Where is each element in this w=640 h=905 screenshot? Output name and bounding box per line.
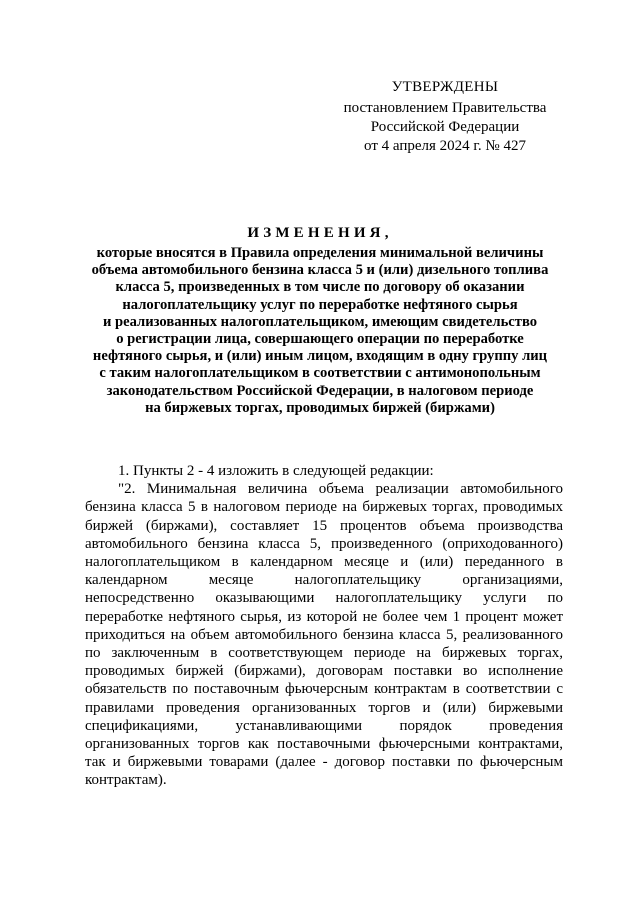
- approval-line: постановлением Правительства: [343, 100, 547, 116]
- subtitle-line: и реализованных налогоплательщиком, имеющим свидетельство: [102, 313, 538, 330]
- subtitle-line: на биржевых торгах, проводимых биржей (биржами): [145, 399, 495, 416]
- document-title: ИЗМЕНЕНИЯ,: [247, 225, 393, 241]
- paragraph-item-2: "2. Минимальная величина объема реализации автомобильного бензина класса 5 в налоговом периоде на биржевых торгах, проводимых биржей (биржами), составляет 15 процентов объема производства автомобильного бензина класса 5, произведенного (оприходованного) налогоплательщиком в календарном месяце и (или) переданного в календарном месяце налогоплательщику организациями, непосредственно оказывающими налогоплательщику услуги по переработке нефтяного сырья, из которой не более чем 1 процент может приходиться на объем автомобильного бензина класса 5, реализованного по заключенным в соответствующем периоде на биржевых торгах, проводимых биржей (биржами), договорам поставки во исполнение обязательств по поставочным фьючерсным контрактам в соответствии с правилами проведения организованных торгов и (или) биржевыми спецификациями, устанавливающими порядок проведения организованных торгов как поставочными фьючерсными контрактами, так и биржевыми товарами (далее - договор поставки по фьючерсным контрактам).: [85, 481, 563, 789]
- subtitle-line: которые вносятся в Правила определения минимальной величины: [96, 245, 544, 261]
- subtitle-line: нефтяного сырья, и (или) иным лицом, входящим в одну группу лиц: [92, 348, 548, 365]
- approval-heading: УТВЕРЖДЕНЫ: [391, 79, 499, 95]
- paragraph-item-1: 1. Пункты 2 - 4 изложить в следующей редакции:: [118, 463, 434, 479]
- subtitle-line: о регистрации лица, совершающего операции по переработке: [116, 331, 524, 348]
- approval-stamp: [330, 78, 560, 156]
- document-subtitle: [80, 245, 560, 417]
- approval-line: от 4 апреля 2024 г. № 427: [364, 138, 526, 154]
- subtitle-line: законодательством Российской Федерации, в налоговом периоде: [106, 382, 534, 399]
- subtitle-line: класса 5, произведенных в том числе по договору об оказании: [115, 279, 525, 296]
- subtitle-line: налогоплательщику услуг по переработке нефтяного сырья: [122, 296, 518, 313]
- subtitle-line: с таким налогоплательщиком в соответствии с антимонопольным: [99, 365, 541, 382]
- document-body: [85, 462, 563, 790]
- approval-line: Российской Федерации: [370, 119, 520, 135]
- subtitle-line: объема автомобильного бензина класса 5 и (или) дизельного топлива: [91, 262, 549, 279]
